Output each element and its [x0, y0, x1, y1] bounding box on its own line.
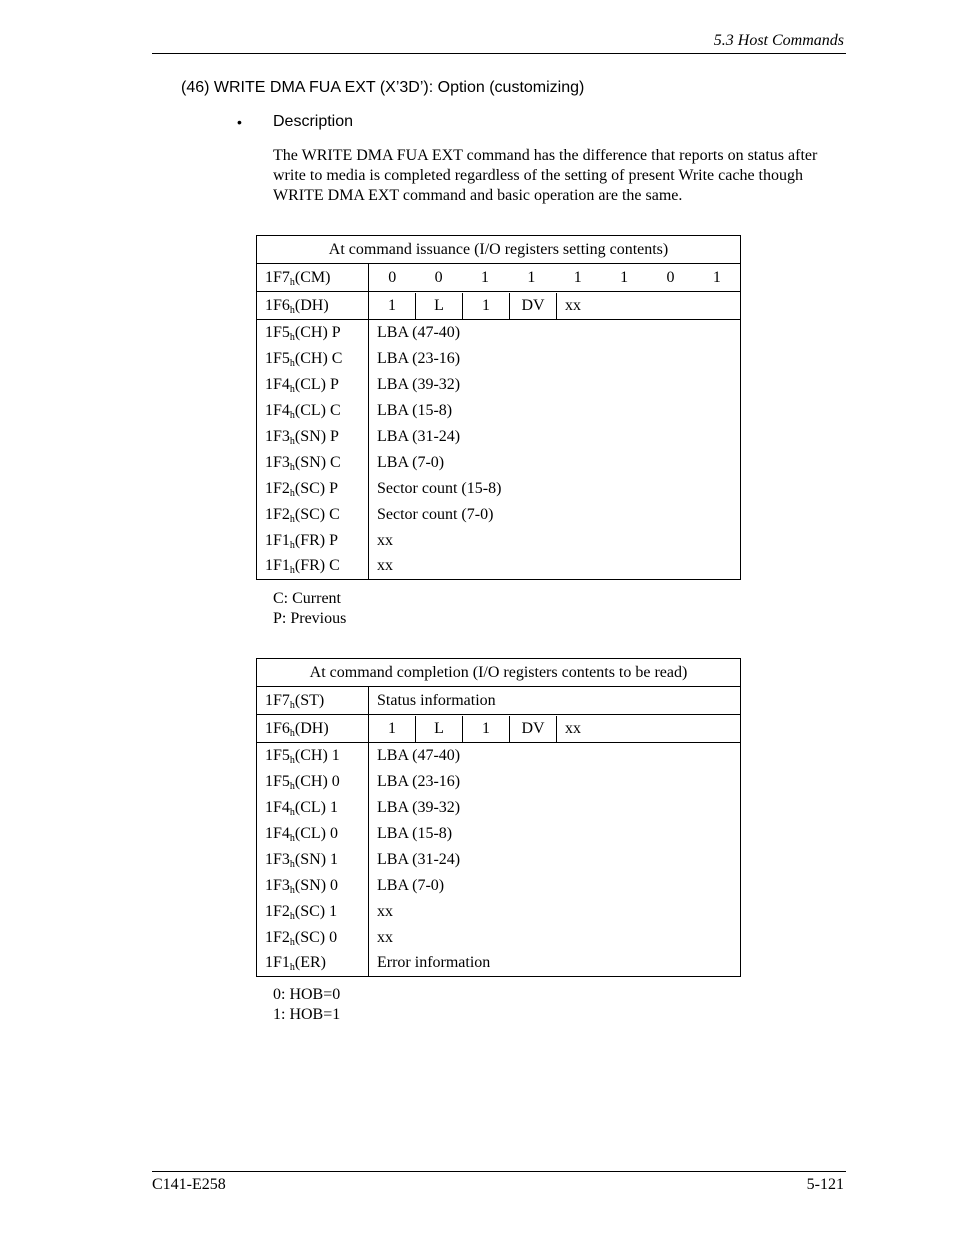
register-label: $1F4_h(CL)$ 0: [257, 821, 369, 847]
page-number: 5-121: [806, 1176, 844, 1193]
register-label: $1F6_h(DH)$: [257, 292, 369, 320]
dh-cell: xx: [565, 296, 581, 314]
register-label: $1F2_h(SC)$ P: [257, 476, 369, 502]
running-header: 5.3 Host Commands: [713, 32, 844, 49]
register-value: xx: [377, 928, 393, 946]
register-value: Error information: [377, 954, 491, 972]
bit-value: 1: [480, 268, 489, 286]
register-row: [257, 502, 741, 528]
register-label: $1F3_h(SN)$ 0: [257, 873, 369, 899]
dh-cell: xx: [565, 719, 581, 737]
dh-cell: 1: [369, 293, 416, 319]
dh-row: [257, 292, 741, 320]
register-label: $1F5_h(CH)$ P: [257, 320, 369, 346]
register-row: [257, 899, 741, 925]
completion-notes: [273, 985, 340, 1025]
dh-cell: L: [416, 716, 463, 742]
register-value: LBA (47-40): [377, 323, 461, 341]
register-row: [257, 925, 741, 951]
bullet-marker: •: [237, 114, 242, 130]
register-row: [257, 320, 741, 346]
dh-cell: 1: [463, 716, 510, 742]
bit-value: 1: [573, 268, 582, 286]
register-row: [257, 372, 741, 398]
device-head-cells: [369, 715, 741, 743]
register-value: LBA (31-24): [377, 850, 461, 868]
header-rule: [152, 53, 846, 54]
description-heading: Description: [273, 113, 354, 130]
register-label: $1F2_h(SC)$ C: [257, 502, 369, 528]
register-row: [257, 951, 741, 977]
cm-row: [257, 264, 741, 292]
note-previous: P: Previous: [273, 610, 347, 627]
device-head-cells: [369, 292, 741, 320]
register-label: $1F5_h(CH)$ C: [257, 346, 369, 372]
document-id: C141-E258: [152, 1176, 226, 1193]
register-value: LBA (7-0): [377, 876, 445, 894]
completion-table-title: At command completion (I/O registers contents to be read): [257, 659, 741, 687]
register-value: xx: [377, 531, 393, 549]
register-value: LBA (23-16): [377, 349, 461, 367]
register-value: Sector count (15-8): [377, 479, 502, 497]
register-label: $1F3_h(SN)$ P: [257, 424, 369, 450]
note-current: C: Current: [273, 590, 341, 607]
register-value: LBA (47-40): [377, 746, 461, 764]
register-row: [257, 346, 741, 372]
register-label: $1F5_h(CH)$ 0: [257, 769, 369, 795]
register-row: [257, 450, 741, 476]
st-row: [257, 687, 741, 715]
register-value: xx: [377, 902, 393, 920]
dh-cell: DV: [510, 716, 557, 742]
register-label: $1F4_h(CL)$ P: [257, 372, 369, 398]
register-row: [257, 821, 741, 847]
register-row: [257, 847, 741, 873]
bit-value: 1: [527, 268, 536, 286]
bit-value: 0: [666, 268, 675, 286]
register-row: [257, 743, 741, 769]
dh-row: [257, 715, 741, 743]
register-label: $1F2_h(SC)$ 1: [257, 899, 369, 925]
register-row: [257, 795, 741, 821]
register-value: xx: [377, 557, 393, 575]
register-value: Status information: [369, 687, 741, 715]
command-bits: [369, 264, 741, 292]
register-row: [257, 424, 741, 450]
register-label: $1F6_h(DH)$: [257, 715, 369, 743]
register-row: [257, 873, 741, 899]
register-label: $1F1_h(FR)$ P: [257, 528, 369, 554]
issuance-table-title: At command issuance (I/O registers setting contents): [257, 236, 741, 264]
footer-rule: [152, 1171, 846, 1172]
issuance-notes: [273, 589, 346, 629]
register-label: $1F1_h(ER)$: [257, 951, 369, 977]
dh-cell: L: [416, 293, 463, 319]
register-row: [257, 476, 741, 502]
register-label: $1F7_h(CM)$: [257, 264, 369, 292]
section-title: (46) WRITE DMA FUA EXT (X’3D’): Option (customizing): [181, 79, 585, 96]
register-label: $1F1_h(FR)$ C: [257, 554, 369, 580]
register-label: $1F4_h(CL)$ 1: [257, 795, 369, 821]
register-label: $1F2_h(SC)$ 0: [257, 925, 369, 951]
register-label: $1F3_h(SN)$ C: [257, 450, 369, 476]
bit-value: 1: [620, 268, 629, 286]
bit-value: 0: [388, 268, 397, 286]
dh-cell: 1: [369, 716, 416, 742]
register-label: $1F4_h(CL)$ C: [257, 398, 369, 424]
register-row: [257, 398, 741, 424]
register-value: LBA (7-0): [377, 453, 445, 471]
note-hob1: 1: HOB=1: [273, 1006, 341, 1023]
issuance-table: [256, 235, 741, 580]
register-label: $1F7_h(ST)$: [257, 687, 369, 715]
dh-cell: 1: [463, 293, 510, 319]
dh-cell: DV: [510, 293, 557, 319]
register-value: LBA (15-8): [377, 824, 453, 842]
register-value: LBA (23-16): [377, 772, 461, 790]
register-value: LBA (15-8): [377, 401, 453, 419]
register-value: LBA (39-32): [377, 798, 461, 816]
register-value: LBA (31-24): [377, 427, 461, 445]
register-row: [257, 554, 741, 580]
register-row: [257, 769, 741, 795]
bit-value: 1: [712, 268, 721, 286]
bit-value: 0: [434, 268, 443, 286]
register-label: $1F5_h(CH)$ 1: [257, 743, 369, 769]
register-label: $1F3_h(SN)$ 1: [257, 847, 369, 873]
register-value: Sector count (7-0): [377, 505, 494, 523]
note-hob0: 0: HOB=0: [273, 986, 341, 1003]
register-value: LBA (39-32): [377, 375, 461, 393]
register-row: [257, 528, 741, 554]
completion-table: [256, 658, 741, 977]
description-body: The WRITE DMA FUA EXT command has the difference that reports on status after write to media is completed regardless of the setting of present Write cache though WRITE DMA EXT command and basic operation are the same.: [273, 147, 818, 204]
